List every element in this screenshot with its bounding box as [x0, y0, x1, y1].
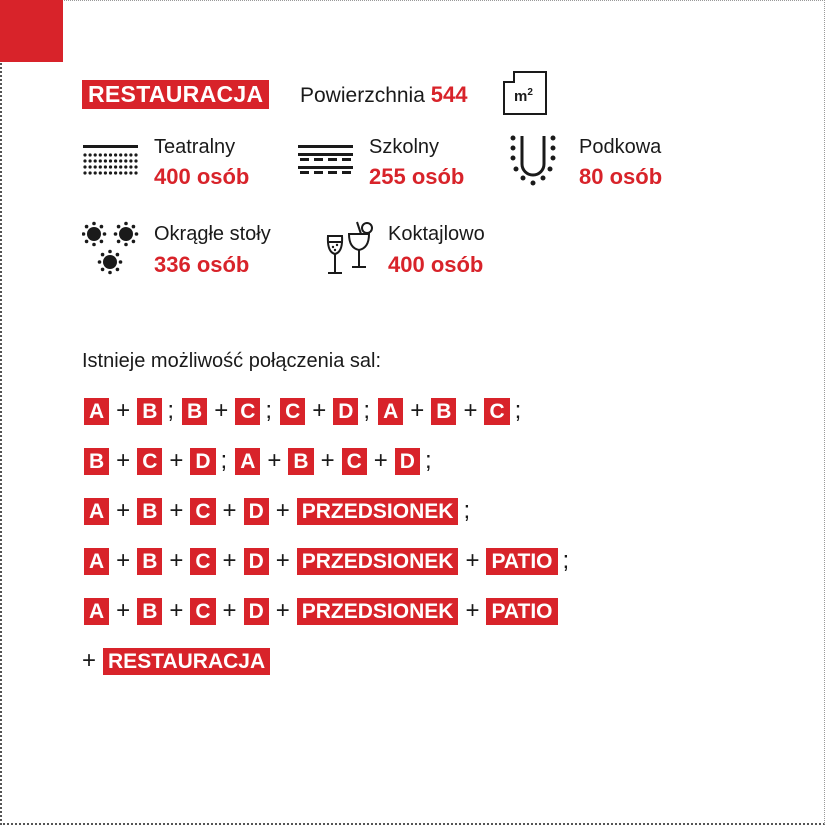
combination-row	[84, 448, 440, 474]
combinations-intro: Istnieje możliwość połączenia sal:	[82, 350, 382, 372]
capacity-name: Teatralny	[154, 136, 236, 158]
plus-sign: +	[463, 397, 478, 424]
chair-dot	[132, 240, 136, 244]
plus-sign: +	[169, 497, 184, 524]
cocktail-icon	[323, 220, 375, 278]
seat-dot	[99, 159, 102, 162]
capacity-name: Szkolny	[369, 136, 440, 158]
seat-dot	[89, 165, 92, 168]
seat-dot	[99, 171, 102, 174]
hall-tag: A	[84, 548, 109, 575]
hall-tag: PATIO	[486, 598, 557, 625]
seat-dot	[109, 171, 112, 174]
hall-tag: C	[190, 548, 215, 575]
seat-dot	[104, 171, 107, 174]
hall-tag: A	[235, 448, 260, 475]
hall-tag: RESTAURACJA	[103, 648, 270, 675]
hall-tag: PRZEDSIONEK	[297, 498, 459, 525]
hall-tag: B	[137, 598, 162, 625]
seat-dot	[129, 153, 132, 156]
capacity-value: 400 osób	[154, 164, 250, 189]
combination-row	[84, 498, 478, 524]
hall-tag: D	[244, 598, 269, 625]
theater-seating-icon	[83, 145, 139, 177]
hall-tag: B	[182, 398, 207, 425]
hall-tag: B	[431, 398, 456, 425]
seat-dot	[119, 165, 122, 168]
area-unit: $m^2$	[514, 87, 533, 105]
hall-tag: D	[244, 548, 269, 575]
seat-dot	[83, 159, 86, 162]
separator: ;	[424, 447, 432, 474]
seat-dot	[83, 153, 86, 156]
plus-sign: +	[312, 397, 327, 424]
hall-tag: A	[84, 498, 109, 525]
chair-dot	[101, 253, 105, 257]
chair-dot	[82, 232, 85, 236]
corner-accent	[0, 0, 63, 62]
plus-sign: +	[116, 397, 131, 424]
hall-tag: C	[280, 398, 305, 425]
chair-dot	[108, 271, 112, 275]
chair-dot	[114, 232, 118, 236]
plus-sign: +	[222, 497, 237, 524]
hall-tag: C	[342, 448, 367, 475]
combination-row	[84, 598, 558, 624]
chair-dot	[135, 232, 139, 236]
plus-sign: +	[169, 447, 184, 474]
plus-sign: +	[116, 597, 131, 624]
hall-tag: D	[333, 398, 358, 425]
seat-dot	[83, 165, 86, 168]
chair-dot	[117, 225, 121, 229]
horseshoe-seating-icon	[508, 132, 558, 190]
seat-dot	[114, 159, 117, 162]
chair-dot	[117, 240, 121, 244]
separator: ;	[167, 397, 175, 424]
hall-tag: A	[378, 398, 403, 425]
hall-tag: B	[84, 448, 109, 475]
plus-sign: +	[116, 447, 131, 474]
plus-sign: +	[275, 497, 290, 524]
hall-tag: C	[484, 398, 509, 425]
chair-dot	[100, 225, 104, 229]
hall-tag: D	[395, 448, 420, 475]
capacity-name: Podkowa	[579, 136, 662, 158]
capacity-value: 336 osób	[154, 252, 250, 277]
area-label-text: Powierzchnia	[300, 84, 425, 107]
hall-tag: PATIO	[486, 548, 557, 575]
plus-sign: +	[320, 447, 335, 474]
seat-dot	[89, 159, 92, 162]
chair-dot	[116, 268, 120, 272]
seat-dot	[134, 153, 137, 156]
seat-dot	[134, 171, 137, 174]
separator: ;	[463, 497, 471, 524]
capacity-name: Koktajlowo	[388, 223, 485, 245]
hall-tag: B	[137, 398, 162, 425]
combination-row	[84, 548, 577, 574]
plus-sign: +	[214, 397, 229, 424]
separator: ;	[220, 447, 228, 474]
chair-dot	[98, 260, 102, 264]
chair-dot	[101, 268, 105, 272]
plus-sign: +	[275, 597, 290, 624]
plus-sign: +	[222, 547, 237, 574]
seat-dot	[124, 153, 127, 156]
separator: ;	[265, 397, 273, 424]
plus-sign: +	[275, 547, 290, 574]
seat-dot	[109, 159, 112, 162]
seat-dot	[124, 165, 127, 168]
seat-dot	[89, 153, 92, 156]
capacity-value: 400 osób	[388, 252, 484, 277]
plus-sign: +	[465, 547, 480, 574]
table-shape	[119, 227, 133, 241]
seat-dot	[129, 171, 132, 174]
plus-sign: +	[169, 597, 184, 624]
plus-sign: +	[116, 497, 131, 524]
seat-dot	[109, 165, 112, 168]
hall-tag: PRZEDSIONEK	[297, 548, 459, 575]
separator: ;	[562, 547, 570, 574]
seat-dot	[129, 165, 132, 168]
hall-tag: B	[137, 548, 162, 575]
seat-dot	[99, 153, 102, 156]
hall-tag: B	[137, 498, 162, 525]
seat-dot	[119, 171, 122, 174]
separator: ;	[514, 397, 522, 424]
chair-dot	[124, 243, 128, 247]
plus-sign: +	[222, 597, 237, 624]
plus-sign: +	[169, 547, 184, 574]
capacity-value: 255 osób	[369, 164, 465, 189]
area-value: 544	[430, 82, 468, 107]
hall-tag: D	[190, 448, 215, 475]
hall-tag: C	[190, 498, 215, 525]
table-shape	[87, 227, 101, 241]
hall-tag: C	[190, 598, 215, 625]
plus-sign: +	[373, 447, 388, 474]
table-shape	[103, 255, 117, 269]
seat-dot	[89, 171, 92, 174]
hall-tag: A	[84, 598, 109, 625]
seat-dot	[104, 159, 107, 162]
chair-dot	[85, 225, 89, 229]
plus-sign: +	[267, 447, 282, 474]
seat-dot	[124, 159, 127, 162]
hall-tag: B	[288, 448, 313, 475]
combination-row	[84, 398, 529, 424]
chair-dot	[116, 253, 120, 257]
seat-dot	[94, 165, 97, 168]
hall-name-tag: RESTAURACJA	[82, 80, 269, 109]
seat-dot	[94, 153, 97, 156]
seat-dot	[114, 171, 117, 174]
seat-dot	[104, 165, 107, 168]
seat-dot	[119, 153, 122, 156]
seat-dot	[94, 171, 97, 174]
hall-tag: C	[235, 398, 260, 425]
combination-row	[82, 648, 270, 674]
seat-dot	[109, 153, 112, 156]
chair-dot	[108, 250, 112, 254]
seat-dot	[83, 171, 86, 174]
seat-dot	[129, 159, 132, 162]
hall-tag: PRZEDSIONEK	[297, 598, 459, 625]
seat-dot	[114, 153, 117, 156]
seat-dot	[114, 165, 117, 168]
chair-dot	[132, 225, 136, 229]
seat-dot	[134, 159, 137, 162]
plus-sign: +	[465, 597, 480, 624]
separator: ;	[363, 397, 371, 424]
seat-dot	[94, 159, 97, 162]
capacity-name: Okrągłe stoły	[154, 223, 271, 245]
plus-sign: +	[82, 647, 97, 674]
hall-tag: A	[84, 398, 109, 425]
capacity-value: 80 osób	[579, 164, 663, 189]
chair-dot	[100, 240, 104, 244]
seat-dot	[104, 153, 107, 156]
square-meter-icon	[502, 70, 548, 116]
chair-dot	[119, 260, 123, 264]
area-label	[300, 82, 467, 108]
seat-dot	[134, 165, 137, 168]
seat-dot	[99, 165, 102, 168]
chair-dot	[92, 243, 96, 247]
chair-dot	[92, 222, 96, 226]
hall-tag: C	[137, 448, 162, 475]
chair-dot	[85, 240, 89, 244]
round-tables-icon	[82, 220, 140, 276]
seat-dot	[124, 171, 127, 174]
hall-tag: D	[244, 498, 269, 525]
seat-dot	[119, 159, 122, 162]
classroom-seating-icon	[298, 145, 354, 179]
plus-sign: +	[410, 397, 425, 424]
chair-dot	[103, 232, 107, 236]
plus-sign: +	[116, 547, 131, 574]
chair-dot	[124, 222, 128, 226]
